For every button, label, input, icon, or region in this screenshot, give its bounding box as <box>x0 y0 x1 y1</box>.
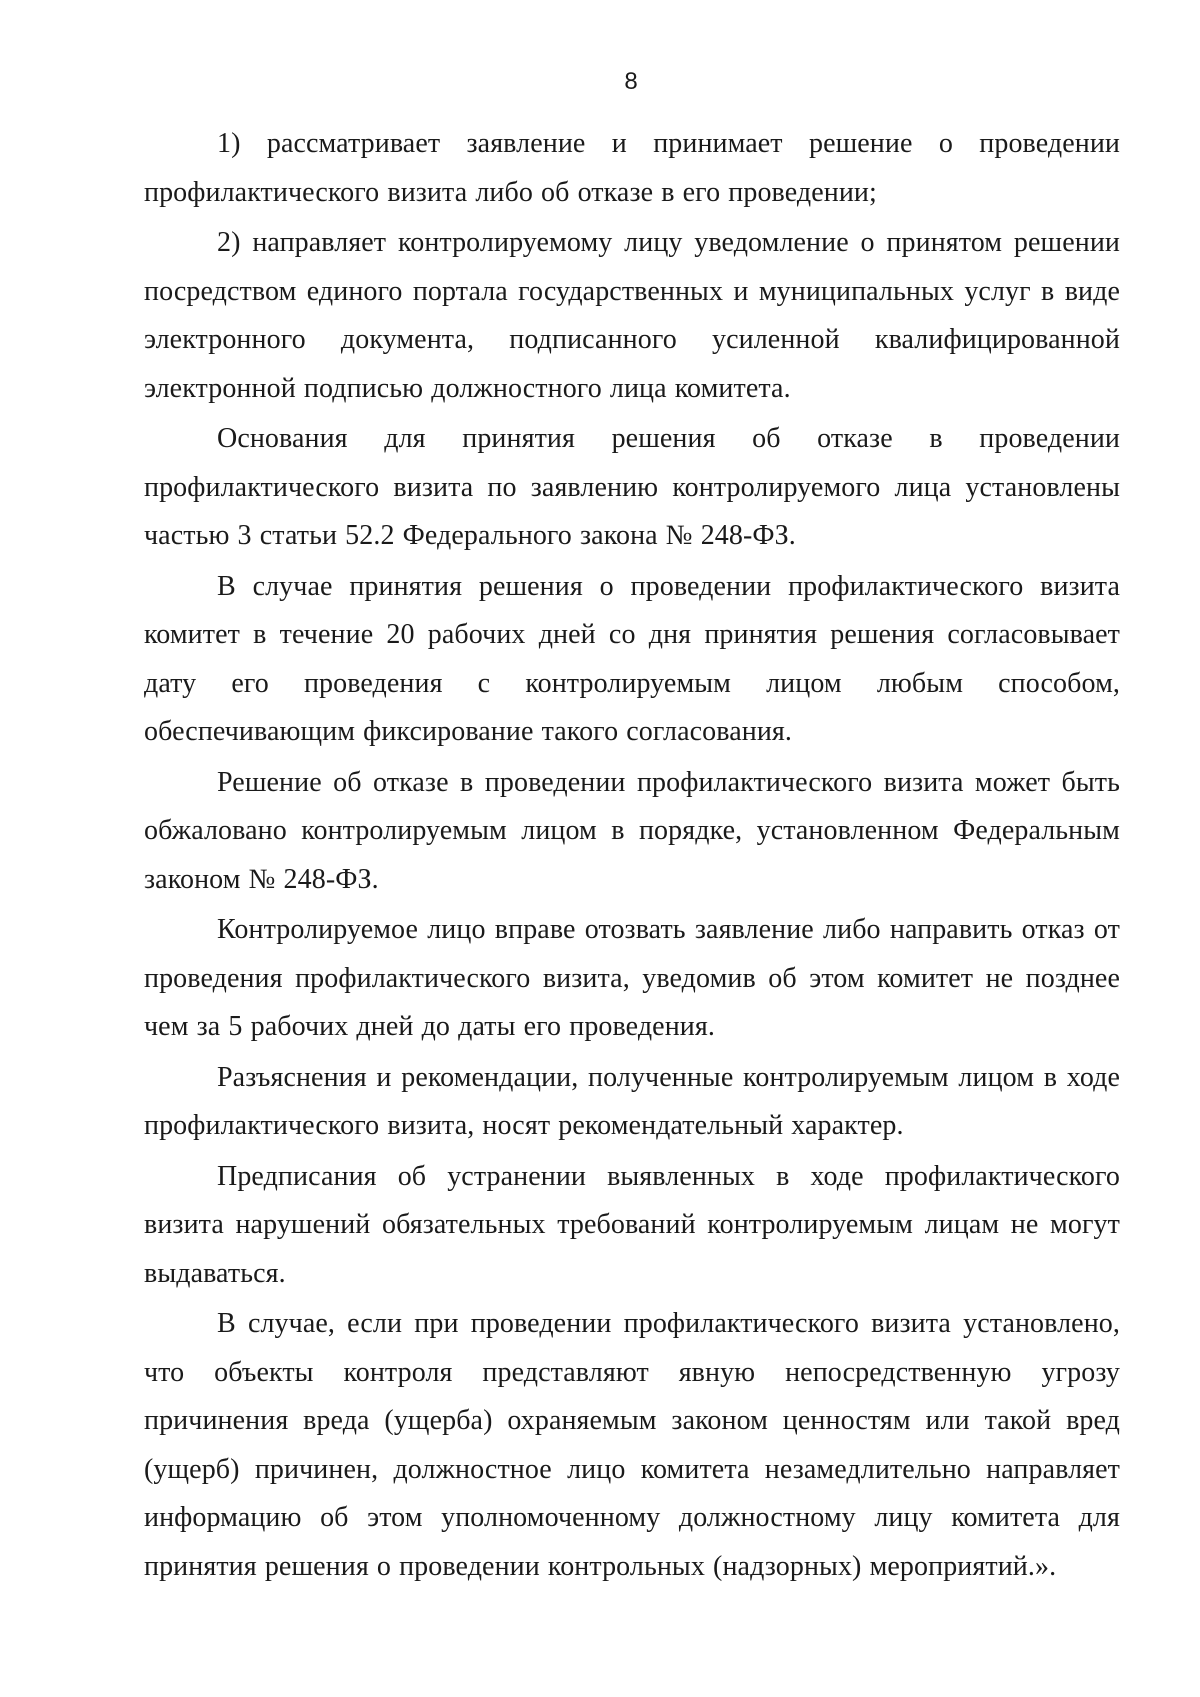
paragraph-withdrawal: Контролируемое лицо вправе отозвать заявление либо направить отказ от проведения профилактического визита, уведомив об этом комитет не позднее чем за 5 рабочих дней до даты его проведения. <box>144 914 1120 1042</box>
paragraph-prescriptions: Предписания об устранении выявленных в ходе профилактического визита нарушений обязательных требований контролируемым лицам не могут выдаваться. <box>144 1160 1120 1289</box>
document-body <box>144 120 1120 1593</box>
paragraph-item-1: 1) рассматривает заявление и принимает решение о проведении профилактического визита либо об отказе в его проведении; <box>144 128 1120 208</box>
paragraph-threat: В случае, если при проведении профилактического визита установлено, что объекты контроля представляют явную непосредственную угрозу причинения вреда (ущерба) охраняемым законом ценностям или такой вред (ущерб) причинен, должностное лицо комитета незамедлительно направляет информацию об этом уполномоченному должностному лицу комитета для принятия решения о проведении контрольных (надзорных) мероприятий.». <box>144 1308 1120 1582</box>
paragraph-appeal: Решение об отказе в проведении профилактического визита может быть обжаловано контролируемым лицом в порядке, установленном Федеральным законом № 248-ФЗ. <box>144 766 1120 895</box>
paragraph-date-agreement: В случае принятия решения о проведении профилактического визита комитет в течение 20 рабочих дней со дня принятия решения согласовывает дату его проведения с контролируемым лицом любым способом, обеспечивающим фиксирование такого согласования. <box>144 570 1120 747</box>
paragraph-item-2: 2) направляет контролируемому лицу уведомление о принятом решении посредством единого портала государственных и муниципальных услуг в виде электронного документа, подписанного усиленной квалифицированной электронной подписью должностного лица комитета. <box>144 227 1120 404</box>
page-number: 8 <box>624 68 638 95</box>
paragraph-refusal-grounds: Основания для принятия решения об отказе в проведении профилактического визита по заявлению контролируемого лица установлены частью 3 статьи 52.2 Федерального закона № 248-ФЗ. <box>144 423 1120 551</box>
paragraph-recommendations: Разъяснения и рекомендации, полученные контролируемым лицом в ходе профилактического визита, носят рекомендательный характер. <box>144 1061 1120 1141</box>
